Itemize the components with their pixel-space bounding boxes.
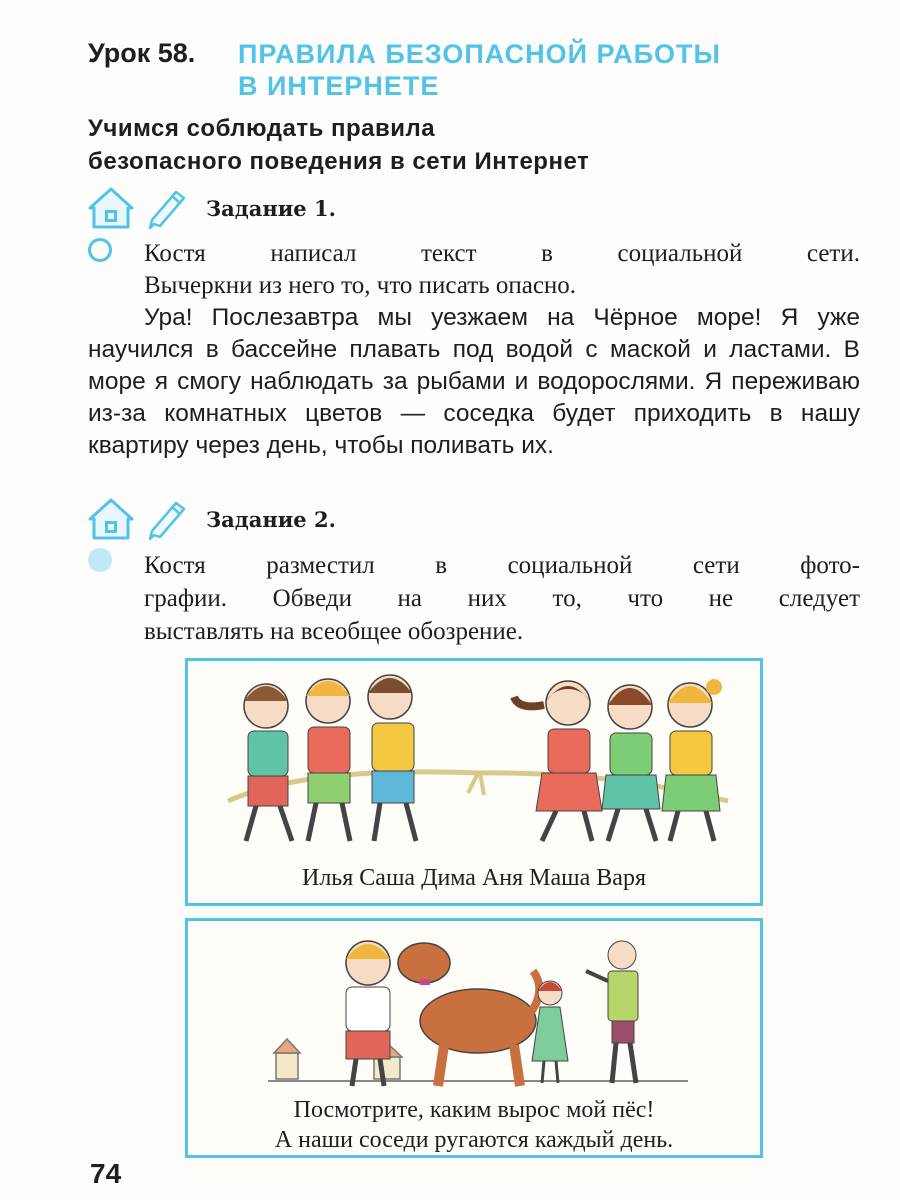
filled-circle-marker-icon bbox=[88, 548, 112, 572]
subtitle-line1: Учимся соблюдать правила bbox=[88, 115, 436, 142]
photo-dog-neighbours[interactable] bbox=[185, 918, 763, 1158]
lesson-title-line1: ПРАВИЛА БЕЗОПАСНОЙ РАБОТЫ bbox=[238, 39, 721, 69]
task1-story bbox=[88, 302, 860, 462]
task1-instruction-line1: Костя написал текст в социальной сети. bbox=[144, 240, 860, 267]
dog-figure bbox=[398, 943, 539, 1086]
task2-instruction-line3: выставлять на всеобщее обозрение. bbox=[144, 618, 524, 645]
home-icon bbox=[88, 186, 134, 230]
boy-figure bbox=[244, 684, 292, 841]
page-number: 74 bbox=[90, 1158, 122, 1189]
girl-figure bbox=[662, 679, 722, 841]
lesson-title-line2: В ИНТЕРНЕТЕ bbox=[238, 71, 440, 101]
subtitle-line2: безопасного поведения в сети Интернет bbox=[88, 148, 590, 175]
home-icon bbox=[88, 497, 134, 541]
girl-figure bbox=[602, 685, 660, 841]
task2-instruction-line1: Костя разместил в социальной сети фото- bbox=[144, 552, 860, 579]
task2-instruction-line2: графии. Обведи на них то, что не следует bbox=[144, 585, 860, 612]
photo-tug-of-war[interactable] bbox=[185, 658, 763, 906]
girl-figure bbox=[514, 681, 602, 841]
pencil-icon bbox=[146, 186, 188, 230]
circle-marker-icon[interactable] bbox=[88, 238, 112, 262]
story-paragraph: Ура! Послезавтра мы уезжаем на Чёрное море! Я уже научился в бассейне плавать под водой с маской и ластами. В море я смогу наблюдать за рыбами и водорослями. Я переживаю из-за комнатных цветов — соседка будет приходить в нашу квартиру через день, чтобы поливать их. bbox=[88, 304, 860, 459]
photo2-caption-line1: Посмотрите, каким вырос мой пёс! bbox=[293, 1097, 655, 1123]
lesson-title bbox=[238, 38, 798, 102]
lesson-subtitle bbox=[88, 112, 589, 178]
man-figure bbox=[586, 941, 638, 1083]
tug-of-war-illustration bbox=[188, 661, 760, 856]
task1-label: Задание 1. bbox=[206, 196, 336, 221]
boy-figure bbox=[368, 675, 416, 841]
photo2-caption-line2: А наши соседи ругаются каждый день. bbox=[274, 1127, 674, 1153]
photo1-names-caption: Илья Саша Дима Аня Маша Варя bbox=[301, 865, 646, 891]
dog-illustration bbox=[188, 921, 760, 1093]
task1-instruction-line2: Вычеркни из него то, что писать опасно. bbox=[144, 272, 577, 299]
boy-figure bbox=[306, 679, 350, 841]
task2-label: Задание 2. bbox=[206, 507, 336, 532]
lesson-number: Урок 58. bbox=[88, 38, 196, 68]
pencil-icon bbox=[146, 497, 188, 541]
